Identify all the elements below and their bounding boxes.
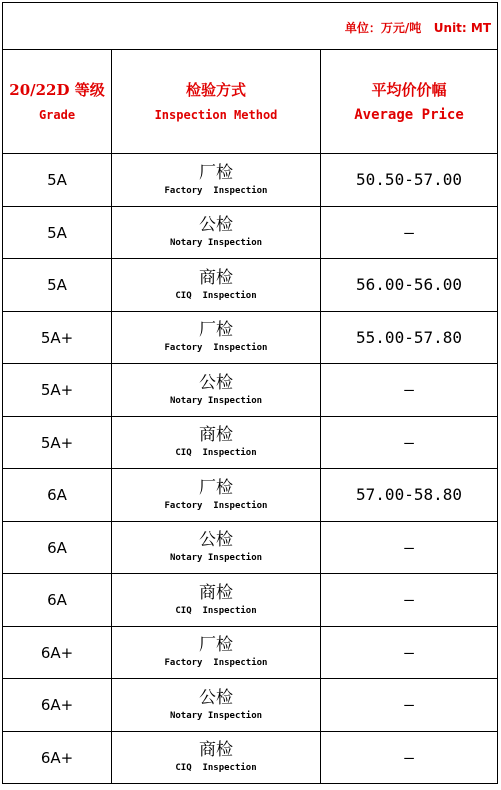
grade-cell <box>3 469 112 522</box>
method-zh: 厂检 <box>199 635 233 656</box>
grade-value: 6A+ <box>40 748 74 767</box>
price-cell <box>321 259 498 312</box>
method-zh: 公检 <box>199 530 233 551</box>
method-cell <box>112 416 321 469</box>
table-row <box>3 469 498 522</box>
header-grade-en: Grade <box>38 107 76 122</box>
grade-value: 6A+ <box>40 696 74 715</box>
unit-row <box>3 3 498 50</box>
method-zh: 厂检 <box>199 477 233 498</box>
grade-cell <box>3 626 112 679</box>
method-en: Notary Inspection <box>169 553 263 564</box>
grade-value: 5A <box>47 223 67 242</box>
price-value: — <box>404 642 414 662</box>
method-zh: 商检 <box>199 582 233 603</box>
table-row <box>3 626 498 679</box>
method-zh: 公检 <box>199 372 233 393</box>
grade-cell <box>3 311 112 364</box>
price-value: — <box>404 590 414 610</box>
grade-value: 5A <box>47 171 67 190</box>
method-cell <box>112 154 321 207</box>
grade-value: 6A <box>47 538 67 557</box>
price-value: — <box>404 695 414 715</box>
method-cell <box>112 206 321 259</box>
grade-cell <box>3 679 112 732</box>
method-cell <box>112 731 321 784</box>
header-method <box>112 50 321 154</box>
price-cell <box>321 626 498 679</box>
header-price-en: Average Price <box>354 106 464 123</box>
price-cell <box>321 416 498 469</box>
method-en: Factory Inspection <box>164 343 268 354</box>
grade-value: 6A+ <box>40 643 74 662</box>
header-grade-zh: 20/22D 等级 <box>9 80 105 99</box>
header-grade <box>3 50 112 154</box>
grade-value: 5A+ <box>40 328 74 347</box>
table-row <box>3 416 498 469</box>
price-value: 57.00-58.80 <box>356 485 462 505</box>
table-row <box>3 206 498 259</box>
price-value: 55.00-57.80 <box>356 327 462 347</box>
price-cell <box>321 521 498 574</box>
price-cell <box>321 154 498 207</box>
grade-cell <box>3 731 112 784</box>
method-en: CIQ Inspection <box>175 290 257 301</box>
method-zh: 商检 <box>199 425 233 446</box>
table-row <box>3 259 498 312</box>
method-en: Notary Inspection <box>169 238 263 249</box>
method-cell <box>112 626 321 679</box>
table-row <box>3 679 498 732</box>
price-table <box>2 2 498 784</box>
price-value: — <box>404 380 414 400</box>
grade-cell <box>3 521 112 574</box>
method-en: Notary Inspection <box>169 395 263 406</box>
grade-value: 6A <box>47 486 67 505</box>
method-en: Factory Inspection <box>164 658 268 669</box>
grade-value: 5A+ <box>40 381 74 400</box>
method-en: Notary Inspection <box>169 710 263 721</box>
header-price-zh: 平均价价幅 <box>371 80 447 99</box>
price-value: — <box>404 747 414 767</box>
price-cell <box>321 364 498 417</box>
grade-cell <box>3 259 112 312</box>
header-row <box>3 50 498 154</box>
grade-cell <box>3 154 112 207</box>
price-value: — <box>404 222 414 242</box>
price-cell <box>321 679 498 732</box>
table-row <box>3 154 498 207</box>
method-cell <box>112 574 321 627</box>
price-cell <box>321 311 498 364</box>
price-cell <box>321 469 498 522</box>
price-value: — <box>404 432 414 452</box>
table-row <box>3 574 498 627</box>
grade-cell <box>3 206 112 259</box>
price-cell <box>321 731 498 784</box>
method-cell <box>112 364 321 417</box>
price-cell <box>321 206 498 259</box>
method-zh: 公检 <box>199 687 233 708</box>
grade-value: 6A <box>47 591 67 610</box>
unit-label: 单位：万元/吨 Unit: MT <box>344 20 492 35</box>
method-zh: 厂检 <box>199 162 233 183</box>
method-zh: 厂检 <box>199 320 233 341</box>
header-price <box>321 50 498 154</box>
method-en: CIQ Inspection <box>175 448 257 459</box>
price-cell <box>321 574 498 627</box>
table-row <box>3 364 498 417</box>
method-cell <box>112 259 321 312</box>
grade-value: 5A <box>47 276 67 295</box>
header-method-zh: 检验方式 <box>185 80 246 99</box>
method-en: Factory Inspection <box>164 500 268 511</box>
method-zh: 公检 <box>199 215 233 236</box>
method-cell <box>112 469 321 522</box>
method-en: CIQ Inspection <box>175 605 257 616</box>
price-value: — <box>404 537 414 557</box>
method-en: CIQ Inspection <box>175 763 257 774</box>
method-cell <box>112 679 321 732</box>
price-value: 50.50-57.00 <box>356 170 462 190</box>
method-zh: 商检 <box>199 267 233 288</box>
grade-cell <box>3 364 112 417</box>
table-row <box>3 731 498 784</box>
header-method-en: Inspection Method <box>154 107 278 122</box>
method-zh: 商检 <box>199 740 233 761</box>
method-cell <box>112 521 321 574</box>
unit-cell <box>3 3 498 50</box>
table-row <box>3 521 498 574</box>
method-en: Factory Inspection <box>164 185 268 196</box>
price-value: 56.00-56.00 <box>356 275 462 295</box>
grade-cell <box>3 574 112 627</box>
grade-value: 5A+ <box>40 433 74 452</box>
table-row <box>3 311 498 364</box>
grade-cell <box>3 416 112 469</box>
method-cell <box>112 311 321 364</box>
